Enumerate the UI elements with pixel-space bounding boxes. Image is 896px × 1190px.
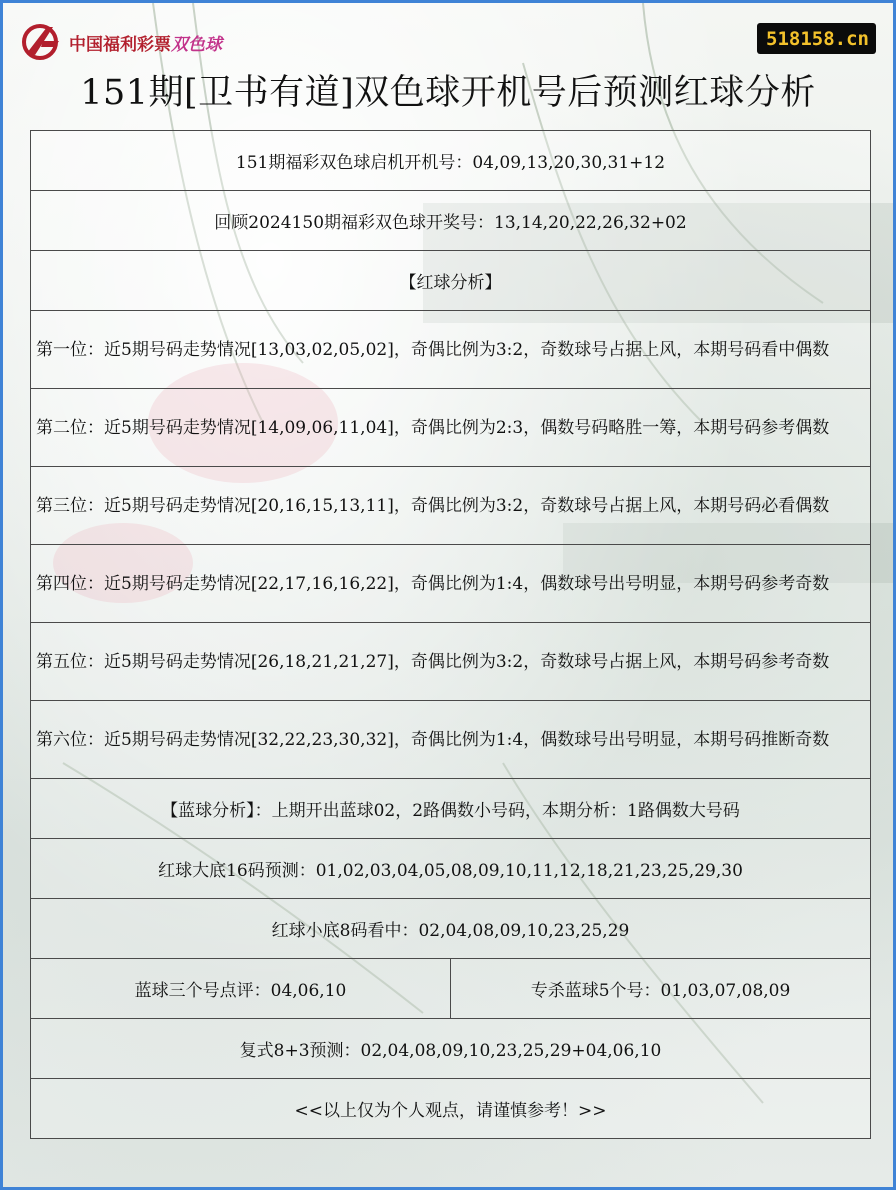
position-5-cell: 第五位：近5期号码走势情况[26,18,21,21,27]，奇偶比例为3:2，奇数球号占据上风，本期号码参考奇数 — [31, 623, 871, 701]
position-6-cell: 第六位：近5期号码走势情况[32,22,23,30,32]，奇偶比例为1:4，偶数球号出号明显，本期号码推断奇数 — [31, 701, 871, 779]
review-numbers-cell: 回顾2024150期福彩双色球开奖号：13,14,20,22,26,32+02 — [31, 191, 871, 251]
table-row — [31, 191, 871, 251]
table-row — [31, 959, 871, 1019]
red-analysis-header: 【红球分析】 — [31, 251, 871, 311]
site-badge[interactable]: 518158.cn — [757, 23, 876, 54]
logo-text — [69, 30, 222, 55]
position-4-cell: 第四位：近5期号码走势情况[22,17,16,16,22]，奇偶比例为1:4，偶数球号出号明显，本期号码参考奇数 — [31, 545, 871, 623]
table-row — [31, 1019, 871, 1079]
table-row — [31, 311, 871, 389]
table-row — [31, 467, 871, 545]
blue-analysis-cell: 【蓝球分析】：上期开出蓝球02，2路偶数小号码，本期分析：1路偶数大号码 — [31, 779, 871, 839]
compound-cell: 复式8+3预测：02,04,08,09,10,23,25,29+04,06,10 — [31, 1019, 871, 1079]
table-row — [31, 545, 871, 623]
red-16-cell: 红球大底16码预测：01,02,03,04,05,08,09,10,11,12,18,21,23,25,29,30 — [31, 839, 871, 899]
position-2-cell: 第二位：近5期号码走势情况[14,09,06,11,04]，奇偶比例为2:3，偶数号码略胜一筹，本期号码参考偶数 — [31, 389, 871, 467]
table-row — [31, 779, 871, 839]
logo-text-game: 双色球 — [171, 34, 222, 55]
red-8-cell: 红球小底8码看中：02,04,08,09,10,23,25,29 — [31, 899, 871, 959]
logo-text-main: 中国福利彩票 — [69, 34, 171, 55]
table-row — [31, 899, 871, 959]
table-row — [31, 389, 871, 467]
table-row — [31, 701, 871, 779]
position-1-cell: 第一位：近5期号码走势情况[13,03,02,05,02]，奇偶比例为3:2，奇数球号占据上风，本期号码看中偶数 — [31, 311, 871, 389]
lottery-logo — [21, 23, 222, 61]
analysis-table — [30, 130, 871, 1139]
disclaimer-cell: <<以上仅为个人观点，请谨慎参考！>> — [31, 1079, 871, 1139]
page-title: 151期[卫书有道]双色球开机号后预测红球分析 — [80, 73, 816, 113]
table-row — [31, 251, 871, 311]
table-row — [31, 839, 871, 899]
table-row — [31, 131, 871, 191]
welfare-lottery-logo-icon — [21, 23, 63, 61]
blue-kill-cell: 专杀蓝球5个号：01,03,07,08,09 — [451, 959, 871, 1019]
machine-numbers-cell: 151期福彩双色球启机开机号：04,09,13,20,30,31+12 — [31, 131, 871, 191]
table-row — [31, 1079, 871, 1139]
table-row — [31, 623, 871, 701]
position-3-cell: 第三位：近5期号码走势情况[20,16,15,13,11]，奇偶比例为3:2，奇数球号占据上风，本期号码必看偶数 — [31, 467, 871, 545]
blue-three-cell: 蓝球三个号点评：04,06,10 — [31, 959, 451, 1019]
